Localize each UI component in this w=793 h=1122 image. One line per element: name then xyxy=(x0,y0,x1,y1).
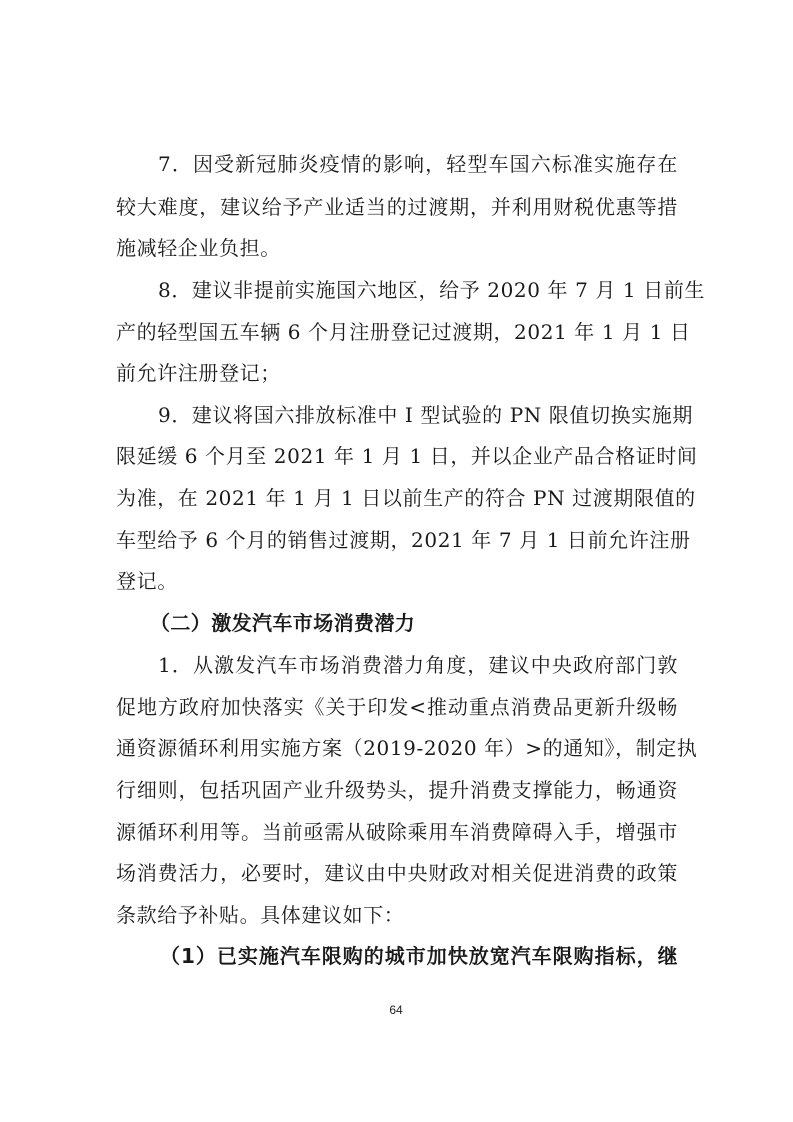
paragraph-7-line-2: 较大难度，建议给予产业适当的过渡期，并利用财税优惠等措 xyxy=(116,195,678,219)
paragraph-1-line-3: 通资源循环利用实施方案（2019-2020 年）>的通知》，制定执 xyxy=(116,736,698,760)
paragraph-1-line-4: 行细则，包括巩固产业升级势头，提升消费支撑能力，畅通资 xyxy=(116,778,678,802)
paragraph-1-line-5: 源循环利用等。当前亟需从破除乘用车消费障碍入手，增强市 xyxy=(116,820,678,844)
paragraph-8-line-3: 前允许注册登记； xyxy=(116,361,281,385)
section-heading: （二）激发汽车市场消费潜力 xyxy=(150,611,416,635)
paragraph-9-line-5: 登记。 xyxy=(116,569,178,593)
paragraph-9-line-1: 9．建议将国六排放标准中 I 型试验的 PN 限值切换实施期 xyxy=(158,403,694,427)
paragraph-9-line-3: 为准，在 2021 年 1 月 1 日以前生产的符合 PN 过渡期限值的 xyxy=(116,486,696,510)
paragraph-1-line-1: 1．从激发汽车市场消费潜力角度，建议中央政府部门敦 xyxy=(158,653,678,677)
subitem-1-line-1: （1）已实施汽车限购的城市加快放宽汽车限购指标，继 xyxy=(160,944,678,968)
paragraph-8-line-1: 8．建议非提前实施国六地区，给予 2020 年 7 月 1 日前生 xyxy=(158,278,706,302)
paragraph-8-line-2: 产的轻型国五车辆 6 个月注册登记过渡期，2021 年 1 月 1 日 xyxy=(116,320,691,344)
paragraph-9-line-4: 车型给予 6 个月的销售过渡期，2021 年 7 月 1 日前允许注册 xyxy=(116,528,691,552)
paragraph-1-line-2: 促地方政府加快落实《关于印发<推动重点消费品更新升级畅 xyxy=(116,695,678,719)
paragraph-1-line-6: 场消费活力，必要时，建议由中央财政对相关促进消费的政策 xyxy=(116,861,678,885)
paragraph-7-line-1: 7．因受新冠肺炎疫情的影响，轻型车国六标准实施存在 xyxy=(158,152,678,176)
paragraph-9-line-2: 限延缓 6 个月至 2021 年 1 月 1 日，并以企业产品合格证时间 xyxy=(116,444,698,468)
page-number: 64 xyxy=(389,1003,403,1017)
paragraph-1-line-7: 条款给予补贴。具体建议如下： xyxy=(116,903,405,927)
paragraph-7-line-3: 施减轻企业负担。 xyxy=(116,236,281,260)
